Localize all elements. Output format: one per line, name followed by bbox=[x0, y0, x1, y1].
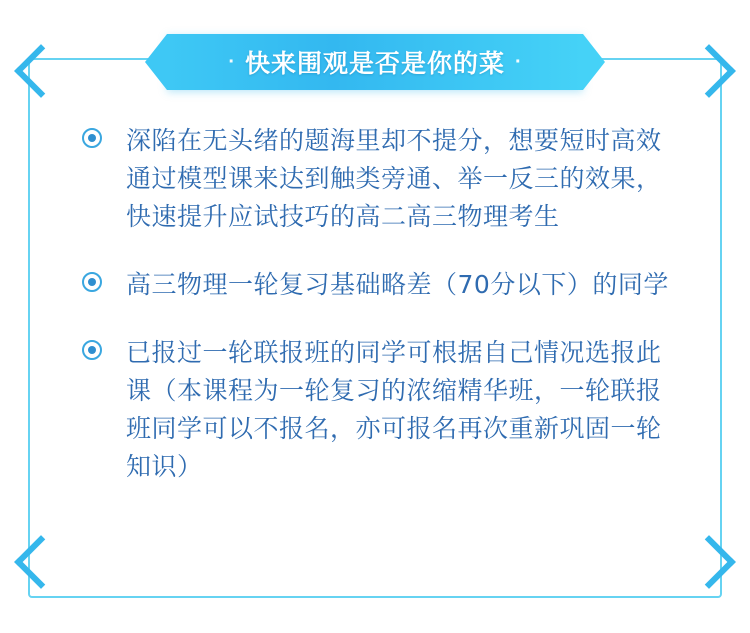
list-item bbox=[82, 122, 672, 236]
list-item-label: 高三物理一轮复习基础略差（70分以下）的同学 bbox=[126, 270, 669, 299]
banner-right-dot-icon: · bbox=[515, 51, 522, 73]
list-item-label: 已报过一轮联报班的同学可根据自己情况选报此课（本课程为一轮复习的浓缩精华班，一轮联报班同学可以不报名，亦可报名再次重新巩固一轮知识） bbox=[126, 338, 662, 481]
list-item-label: 深陷在无头绪的题海里却不提分，想要短时高效通过模型课来达到触类旁通、举一反三的效果，快速提升应试技巧的高二高三物理考生 bbox=[126, 126, 662, 231]
list-item bbox=[82, 266, 672, 304]
page-title: 快来围观是否是你的菜 bbox=[244, 50, 505, 78]
bullet-point-icon bbox=[82, 340, 102, 360]
bullet-point-icon bbox=[82, 128, 102, 148]
audience-list bbox=[82, 122, 672, 486]
bullet-point-icon bbox=[82, 272, 102, 292]
list-item bbox=[82, 334, 672, 486]
banner-left-dot-icon: · bbox=[228, 51, 235, 73]
title-banner bbox=[167, 34, 583, 90]
